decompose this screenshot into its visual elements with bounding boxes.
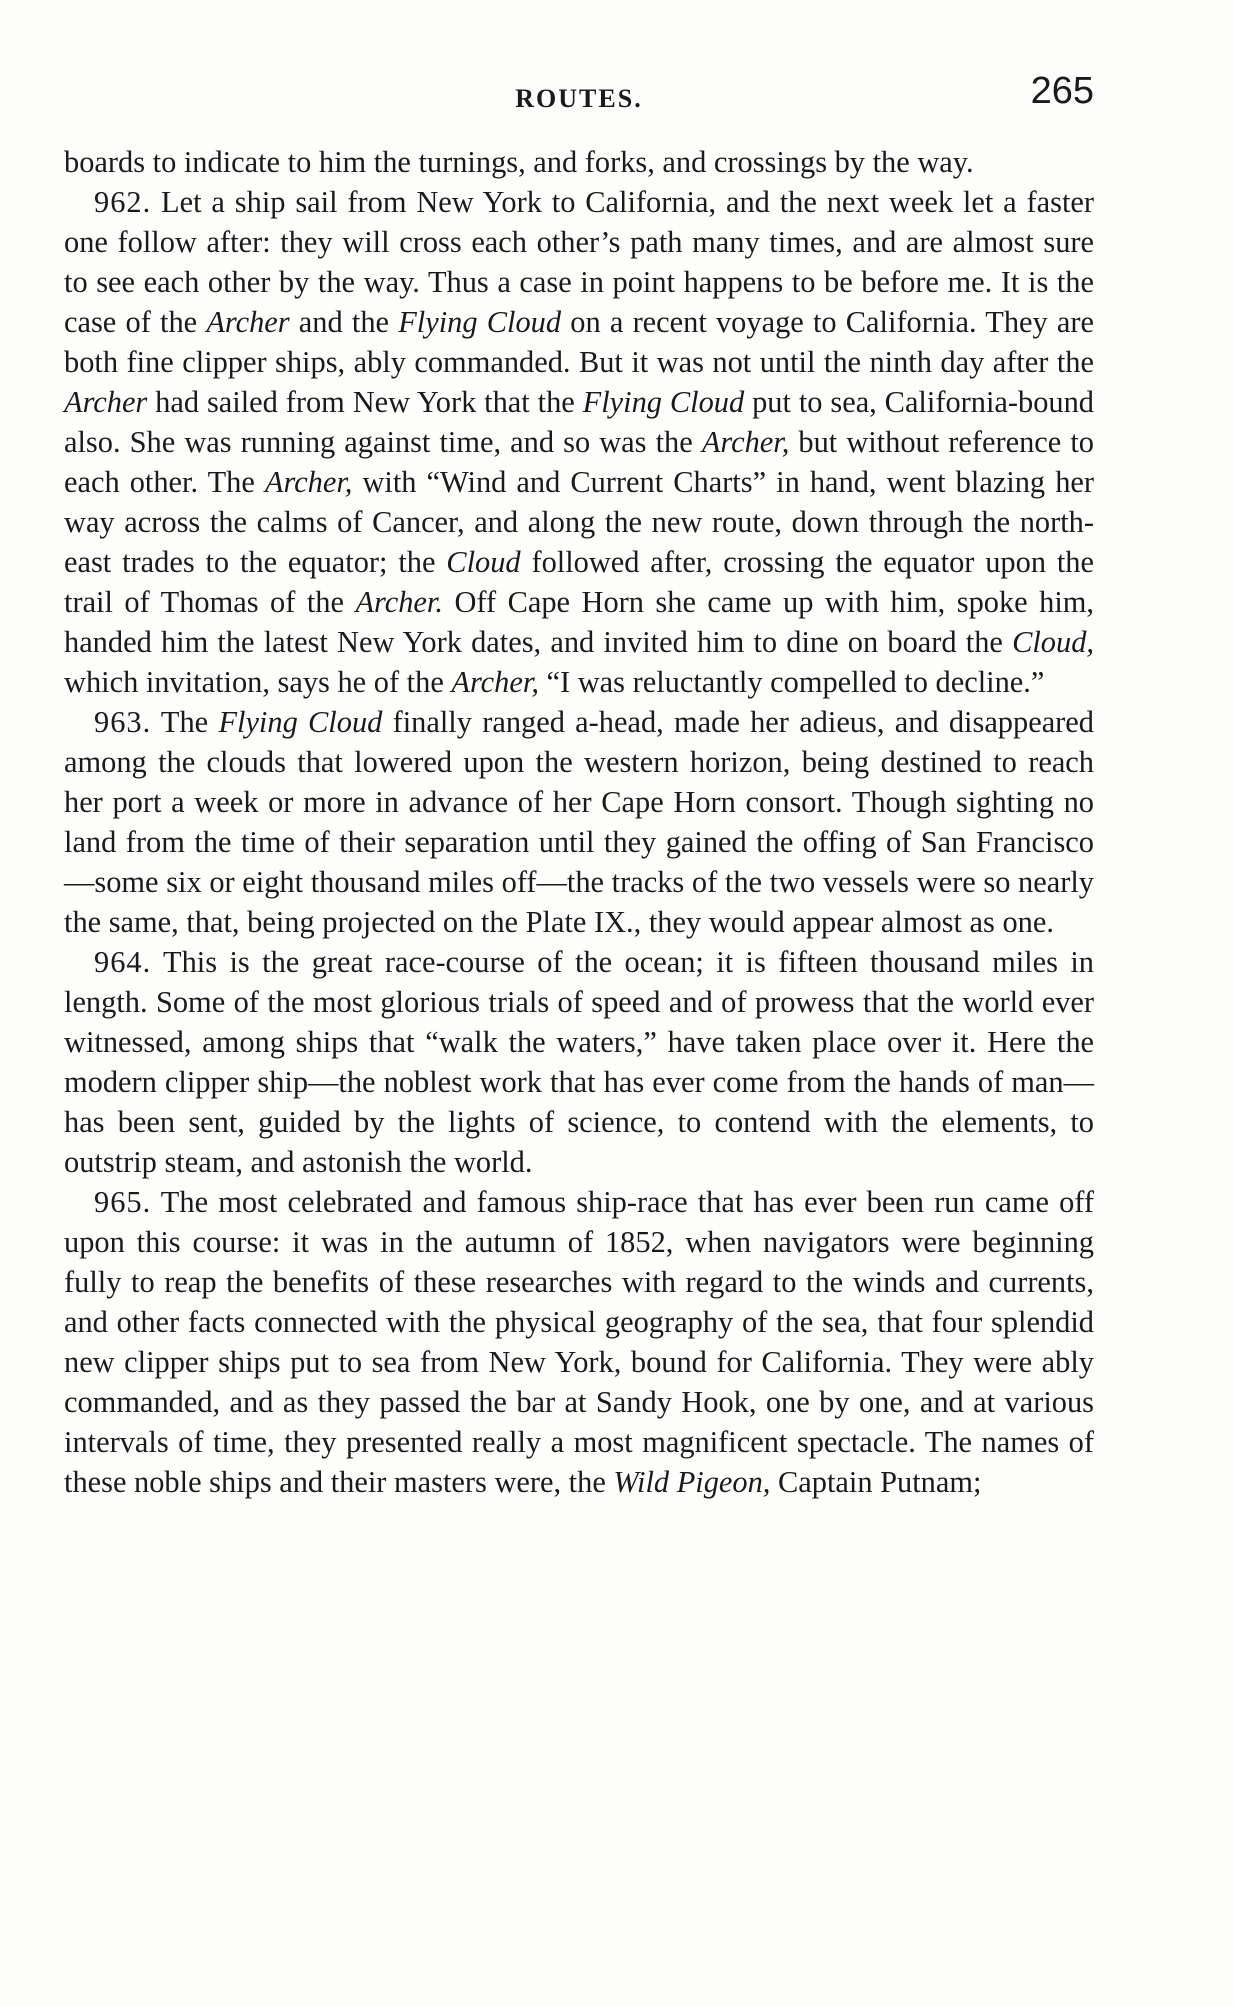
- text-run: Let a ship sail from New York to California, and the next week let a faster one follow after: they will cross each other’s path many times, and are almost sure to see each other by the way. Thus a case in point happens to be before me. It is the case of the: [64, 185, 1094, 339]
- paragraph-number: 964.: [94, 945, 152, 979]
- italic-text: Flying Cloud: [218, 705, 383, 739]
- text-run: finally ranged a-head, made her adieus, and disappeared among the clouds that lowered upon the western horizon, being destined to reach her port a week or more in advance of her Cape Horn consort. Though sighting no land from the time of their separation until they gained the offing of San Francisco—some six or eight thousand miles off—the tracks of the two vessels were so nearly the same, that, being projected on the Plate IX., they would appear almost as one.: [64, 705, 1094, 939]
- paragraph-number: 962.: [94, 185, 152, 219]
- text-run: on a recent voyage to California. They are both fine clipper ships, ably commanded. But it was not until the ninth day after the: [64, 305, 1094, 379]
- text-run: Off Cape Horn she came up with him, spoke him, handed him the latest New York dates, and invited him to dine on board the: [64, 585, 1094, 659]
- text-run: “I was reluctantly compelled to decline.”: [538, 665, 1045, 699]
- italic-text: Archer,: [701, 425, 790, 459]
- page-header: [64, 70, 1094, 132]
- text-run: had sailed from New York that the: [147, 385, 583, 419]
- paragraph: [64, 182, 1094, 702]
- text-run: with “Wind and Current Charts” in hand, went blazing her way across the calms of Cancer, and along the new route, down through the north-east trades to the equator; the: [64, 465, 1094, 579]
- paragraph: [64, 142, 1094, 182]
- italic-text: Flying Cloud: [398, 305, 562, 339]
- paragraph-number: 965.: [94, 1185, 152, 1219]
- text-run: boards to indicate to him the turnings, and forks, and crossings by the way.: [64, 145, 974, 179]
- italic-text: Archer,: [264, 465, 353, 499]
- italic-text: Archer: [206, 305, 290, 339]
- text-run: put to sea, California-bound also. She was running against time, and so was the: [64, 385, 1094, 459]
- text-run: Captain Putnam;: [770, 1465, 982, 1499]
- body-text: [64, 142, 1094, 1502]
- italic-text: Archer: [64, 385, 148, 419]
- text-run: but without reference to each other. The: [64, 425, 1094, 499]
- paragraph: [64, 942, 1094, 1182]
- book-page: [64, 70, 1094, 1502]
- italic-text: Archer,: [451, 665, 539, 699]
- text-run: This is the great race-course of the ocean; it is fifteen thousand miles in length. Some of the most glorious trials of speed and of prowess that the world ever witnessed, among ships that “walk the waters,” have taken place over it. Here the modern clipper ship—the noblest work that has ever come from the hands of man—has been sent, guided by the lights of science, to contend with the elements, to outstrip steam, and astonish the world.: [64, 945, 1094, 1179]
- text-run: and the: [289, 305, 399, 339]
- italic-text: Cloud: [446, 545, 521, 579]
- paragraph-number: 963.: [94, 705, 152, 739]
- italic-text: Flying Cloud: [582, 385, 745, 419]
- paragraph: [64, 1182, 1094, 1502]
- italic-text: Archer.: [355, 585, 443, 619]
- paragraph: [64, 702, 1094, 942]
- text-run: The: [151, 705, 219, 739]
- running-title: ROUTES.: [515, 84, 643, 113]
- italic-text: Cloud,: [1012, 625, 1094, 659]
- text-run: which invitation, says he of the: [64, 665, 452, 699]
- text-run: followed after, crossing the equator upon the trail of Thomas of the: [64, 545, 1094, 619]
- italic-text: Wild Pigeon,: [613, 1465, 771, 1499]
- page-number: 265: [1030, 70, 1094, 112]
- text-run: The most celebrated and famous ship-race that has ever been run came off upon this course: it was in the autumn of 1852, when navigators were beginning fully to reap the benefits of these researches with regard to the winds and currents, and other facts connected with the physical geography of the sea, that four splendid new clipper ships put to sea from New York, bound for California. They were ably commanded, and as they passed the bar at Sandy Hook, one by one, and at various intervals of time, they presented really a most magnificent spectacle. The names of these noble ships and their masters were, the: [64, 1185, 1094, 1499]
